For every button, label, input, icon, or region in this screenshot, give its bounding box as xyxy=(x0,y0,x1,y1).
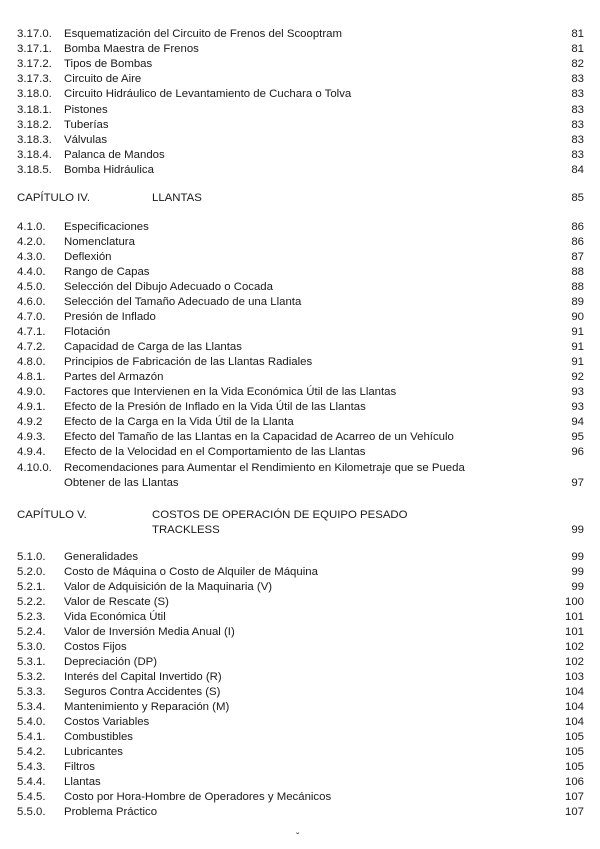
toc-entry xyxy=(0,670,600,685)
entry-number: 4.9.0. xyxy=(17,386,46,398)
entry-title: Principios de Fabricación de las Llantas Radiales xyxy=(64,356,313,368)
entry-title: Flotación xyxy=(64,326,111,338)
toc-entry xyxy=(0,295,600,310)
toc-entry xyxy=(0,280,600,295)
entry-page: 89 xyxy=(571,296,584,308)
toc-entry xyxy=(0,580,600,595)
entry-title: Especificaciones xyxy=(64,221,149,233)
entry-page: 102 xyxy=(564,641,584,653)
toc-entry xyxy=(0,595,600,610)
entry-number: 5.4.5. xyxy=(17,791,46,803)
toc-entry xyxy=(0,700,600,715)
toc-entry xyxy=(0,685,600,700)
entry-number: 5.1.0. xyxy=(17,551,46,563)
toc-entry xyxy=(0,27,600,42)
entry-title: Valor de Rescate (S) xyxy=(64,596,169,608)
entry-title: Selección del Dibujo Adecuado o Cocada xyxy=(64,281,273,293)
toc-entry xyxy=(0,445,600,460)
toc-entry xyxy=(0,133,600,148)
toc-entry xyxy=(0,565,600,580)
entry-number: 5.2.4. xyxy=(17,626,46,638)
entry-title: Lubricantes xyxy=(64,746,123,758)
entry-number: 4.1.0. xyxy=(17,221,46,233)
entry-page: 95 xyxy=(571,431,584,443)
entry-number: 5.4.4. xyxy=(17,776,46,788)
entry-page: 101 xyxy=(564,626,584,638)
toc-entry xyxy=(0,775,600,790)
toc-entry xyxy=(0,118,600,133)
entry-title: Esquematización del Circuito de Frenos del Scooptram xyxy=(64,28,342,40)
entry-page: 91 xyxy=(571,326,584,338)
entry-page: 105 xyxy=(564,731,584,743)
entry-number: 4.7.1. xyxy=(17,326,46,338)
entry-number: 5.3.1. xyxy=(17,656,46,668)
entry-title: Tuberías xyxy=(64,118,109,131)
entry-page: 82 xyxy=(571,58,584,71)
chapter-5-heading xyxy=(0,508,600,523)
toc-entry xyxy=(0,57,600,72)
toc-entry xyxy=(0,370,600,385)
entry-title: Deflexión xyxy=(64,251,112,263)
entry-number: 3.18.3. xyxy=(17,133,52,146)
entry-title: Seguros Contra Accidentes (S) xyxy=(64,686,221,698)
entry-title: Combustibles xyxy=(64,731,134,743)
entry-number: 4.9.1. xyxy=(17,401,46,413)
entry-page: 99 xyxy=(571,581,584,593)
toc-entry xyxy=(0,790,600,805)
toc-entry xyxy=(0,72,600,87)
entry-title: Circuito de Aire xyxy=(64,73,142,86)
entry-page: 99 xyxy=(571,566,584,578)
entry-number: 5.5.0. xyxy=(17,806,46,818)
entry-title: Generalidades xyxy=(64,551,139,563)
entry-title: Efecto de la Presión de Inflado en la Vida Útil de las Llantas xyxy=(64,401,366,413)
entry-number: 5.4.1. xyxy=(17,731,46,743)
entry-number: 3.17.0. xyxy=(17,28,52,40)
toc-entry xyxy=(0,760,600,775)
toc-entry xyxy=(0,550,600,565)
toc-entry xyxy=(0,461,600,476)
chapter-title-continued: TRACKLESS xyxy=(152,524,220,536)
toc-entry xyxy=(0,355,600,370)
toc-entry xyxy=(0,655,600,670)
toc-entry xyxy=(0,400,600,415)
entry-page: 86 xyxy=(571,221,584,233)
entry-title: Recomendaciones para Aumentar el Rendimiento en Kilometraje que se Pueda xyxy=(64,462,465,474)
chapter-title: COSTOS DE OPERACIÓN DE EQUIPO PESADO xyxy=(152,509,408,521)
entry-page: 91 xyxy=(571,341,584,353)
toc-entry xyxy=(0,385,600,400)
entry-number: 5.2.3. xyxy=(17,611,46,623)
toc-entry xyxy=(0,640,600,655)
toc-entry xyxy=(0,340,600,355)
entry-page: 101 xyxy=(564,611,584,623)
entry-title: Filtros xyxy=(64,761,96,773)
entry-page: 90 xyxy=(571,311,584,323)
toc-entry xyxy=(0,87,600,102)
entry-page: 100 xyxy=(564,596,584,608)
entry-page: 104 xyxy=(564,686,584,698)
entry-number: 4.8.1. xyxy=(17,371,46,383)
entry-page: 99 xyxy=(571,551,584,563)
entry-page: 105 xyxy=(564,761,584,773)
entry-title: Válvulas xyxy=(64,133,108,146)
entry-number: 5.3.0. xyxy=(17,641,46,653)
entry-page: 84 xyxy=(571,163,584,176)
entry-number: 4.6.0. xyxy=(17,296,46,308)
toc-entry xyxy=(0,730,600,745)
entry-title: Bomba Hidráulica xyxy=(64,163,154,176)
entry-number: 3.17.1. xyxy=(17,43,52,56)
entry-title: Problema Práctico xyxy=(64,806,158,818)
entry-number: 5.3.3. xyxy=(17,686,46,698)
entry-number: 4.7.2. xyxy=(17,341,46,353)
toc-entry xyxy=(0,310,600,325)
entry-number: 5.2.2. xyxy=(17,596,46,608)
toc-entry xyxy=(0,430,600,445)
entry-page: 88 xyxy=(571,281,584,293)
entry-number: 3.18.5. xyxy=(17,163,52,176)
entry-page: 105 xyxy=(564,746,584,758)
entry-page: 81 xyxy=(571,43,584,56)
entry-title: Valor de Adquisición de la Maquinaria (V) xyxy=(64,581,273,593)
toc-entry xyxy=(0,103,600,118)
chapter-page: 85 xyxy=(571,192,584,204)
entry-page: 83 xyxy=(571,118,584,131)
toc-entry xyxy=(0,415,600,430)
entry-title: Circuito Hidráulico de Levantamiento de Cuchara o Tolva xyxy=(64,88,352,101)
chapter-label: CAPÍTULO V. xyxy=(17,509,87,521)
entry-title: Interés del Capital Invertido (R) xyxy=(64,671,222,683)
entry-page: 86 xyxy=(571,236,584,248)
entry-title: Rango de Capas xyxy=(64,266,150,278)
entry-title: Tipos de Bombas xyxy=(64,58,153,71)
entry-title: Depreciación (DP) xyxy=(64,656,158,668)
entry-title: Efecto del Tamaño de las Llantas en la Capacidad de Acarreo de un Vehículo xyxy=(64,431,454,443)
toc-entry xyxy=(0,148,600,163)
entry-number: 3.17.3. xyxy=(17,73,52,86)
entry-page: 93 xyxy=(571,386,584,398)
toc-entry xyxy=(0,220,600,235)
toc-entry xyxy=(0,610,600,625)
entry-title: Factores que Intervienen en la Vida Económica Útil de las Llantas xyxy=(64,386,397,398)
page-footer-mark: ˇ xyxy=(296,832,300,843)
entry-number: 5.4.2. xyxy=(17,746,46,758)
toc-entry xyxy=(0,250,600,265)
toc-entry xyxy=(0,325,600,340)
entry-title: Palanca de Mandos xyxy=(64,148,165,161)
entry-title: Efecto de la Velocidad en el Comportamiento de las Llantas xyxy=(64,446,366,458)
entry-number: 3.18.0. xyxy=(17,88,52,101)
entry-page: 88 xyxy=(571,266,584,278)
entry-title: Presión de Inflado xyxy=(64,311,156,323)
entry-number: 4.9.4. xyxy=(17,446,46,458)
entry-page: 94 xyxy=(571,416,584,428)
entry-title: Bomba Maestra de Frenos xyxy=(64,43,199,56)
entry-page: 107 xyxy=(564,806,584,818)
entry-number: 5.3.4. xyxy=(17,701,46,713)
entry-page: 104 xyxy=(564,701,584,713)
toc-entry-continued xyxy=(0,476,600,491)
entry-number: 4.7.0. xyxy=(17,311,46,323)
toc-entry xyxy=(0,42,600,57)
toc-entry xyxy=(0,715,600,730)
toc-entry xyxy=(0,805,600,820)
chapter-4-heading xyxy=(0,191,600,206)
entry-page: 83 xyxy=(571,103,584,116)
entry-title: Valor de Inversión Media Anual (I) xyxy=(64,626,235,638)
entry-title: Costo de Máquina o Costo de Alquiler de Máquina xyxy=(64,566,318,578)
entry-page: 106 xyxy=(564,776,584,788)
entry-title: Costos Fijos xyxy=(64,641,127,653)
entry-number: 3.17.2. xyxy=(17,58,52,71)
entry-title-continued: Obtener de las Llantas xyxy=(64,477,179,489)
entry-title: Costos Variables xyxy=(64,716,150,728)
entry-page: 83 xyxy=(571,88,584,101)
entry-page: 103 xyxy=(564,671,584,683)
toc-entry xyxy=(0,625,600,640)
entry-number: 4.9.3. xyxy=(17,431,46,443)
entry-number: 5.2.0. xyxy=(17,566,46,578)
entry-page: 102 xyxy=(564,656,584,668)
entry-page: 104 xyxy=(564,716,584,728)
entry-page: 91 xyxy=(571,356,584,368)
entry-title: Mantenimiento y Reparación (M) xyxy=(64,701,230,713)
entry-number: 5.4.0. xyxy=(17,716,46,728)
entry-page: 83 xyxy=(571,148,584,161)
entry-title: Llantas xyxy=(64,776,101,788)
chapter-page: 99 xyxy=(571,524,584,536)
entry-number: 3.18.1. xyxy=(17,103,52,116)
entry-title: Vida Económica Útil xyxy=(64,611,166,623)
entry-page: 92 xyxy=(571,371,584,383)
entry-title: Pistones xyxy=(64,103,108,116)
entry-title: Costo por Hora-Hombre de Operadores y Mecánicos xyxy=(64,791,332,803)
entry-page: 93 xyxy=(571,401,584,413)
toc-entry xyxy=(0,163,600,178)
entry-page: 81 xyxy=(571,28,584,40)
entry-title: Efecto de la Carga en la Vida Útil de la Llanta xyxy=(64,416,294,428)
entry-number: 5.3.2. xyxy=(17,671,46,683)
entry-number: 4.8.0. xyxy=(17,356,46,368)
chapter-title: LLANTAS xyxy=(152,192,202,204)
entry-number: 4.2.0. xyxy=(17,236,46,248)
entry-title: Selección del Tamaño Adecuado de una Llanta xyxy=(64,296,302,308)
entry-number: 5.2.1. xyxy=(17,581,46,593)
entry-number: 4.4.0. xyxy=(17,266,46,278)
entry-number: 4.3.0. xyxy=(17,251,46,263)
entry-number: 4.5.0. xyxy=(17,281,46,293)
entry-page: 83 xyxy=(571,133,584,146)
entry-page: 87 xyxy=(571,251,584,263)
chapter-5-heading-continued xyxy=(0,523,600,538)
entry-number: 4.10.0. xyxy=(17,462,52,474)
entry-number: 5.4.3. xyxy=(17,761,46,773)
entry-number: 4.9.2 xyxy=(17,416,43,428)
entry-page: 96 xyxy=(571,446,584,458)
chapter-label: CAPÍTULO IV. xyxy=(17,192,91,204)
entry-number: 3.18.4. xyxy=(17,148,52,161)
entry-title: Nomenclatura xyxy=(64,236,135,248)
entry-title: Capacidad de Carga de las Llantas xyxy=(64,341,242,353)
entry-title: Partes del Armazón xyxy=(64,371,164,383)
toc-entry xyxy=(0,745,600,760)
toc-entry xyxy=(0,265,600,280)
entry-number: 3.18.2. xyxy=(17,118,52,131)
toc-entry xyxy=(0,235,600,250)
entry-page: 83 xyxy=(571,73,584,86)
entry-page: 107 xyxy=(564,791,584,803)
entry-page: 97 xyxy=(571,477,584,489)
